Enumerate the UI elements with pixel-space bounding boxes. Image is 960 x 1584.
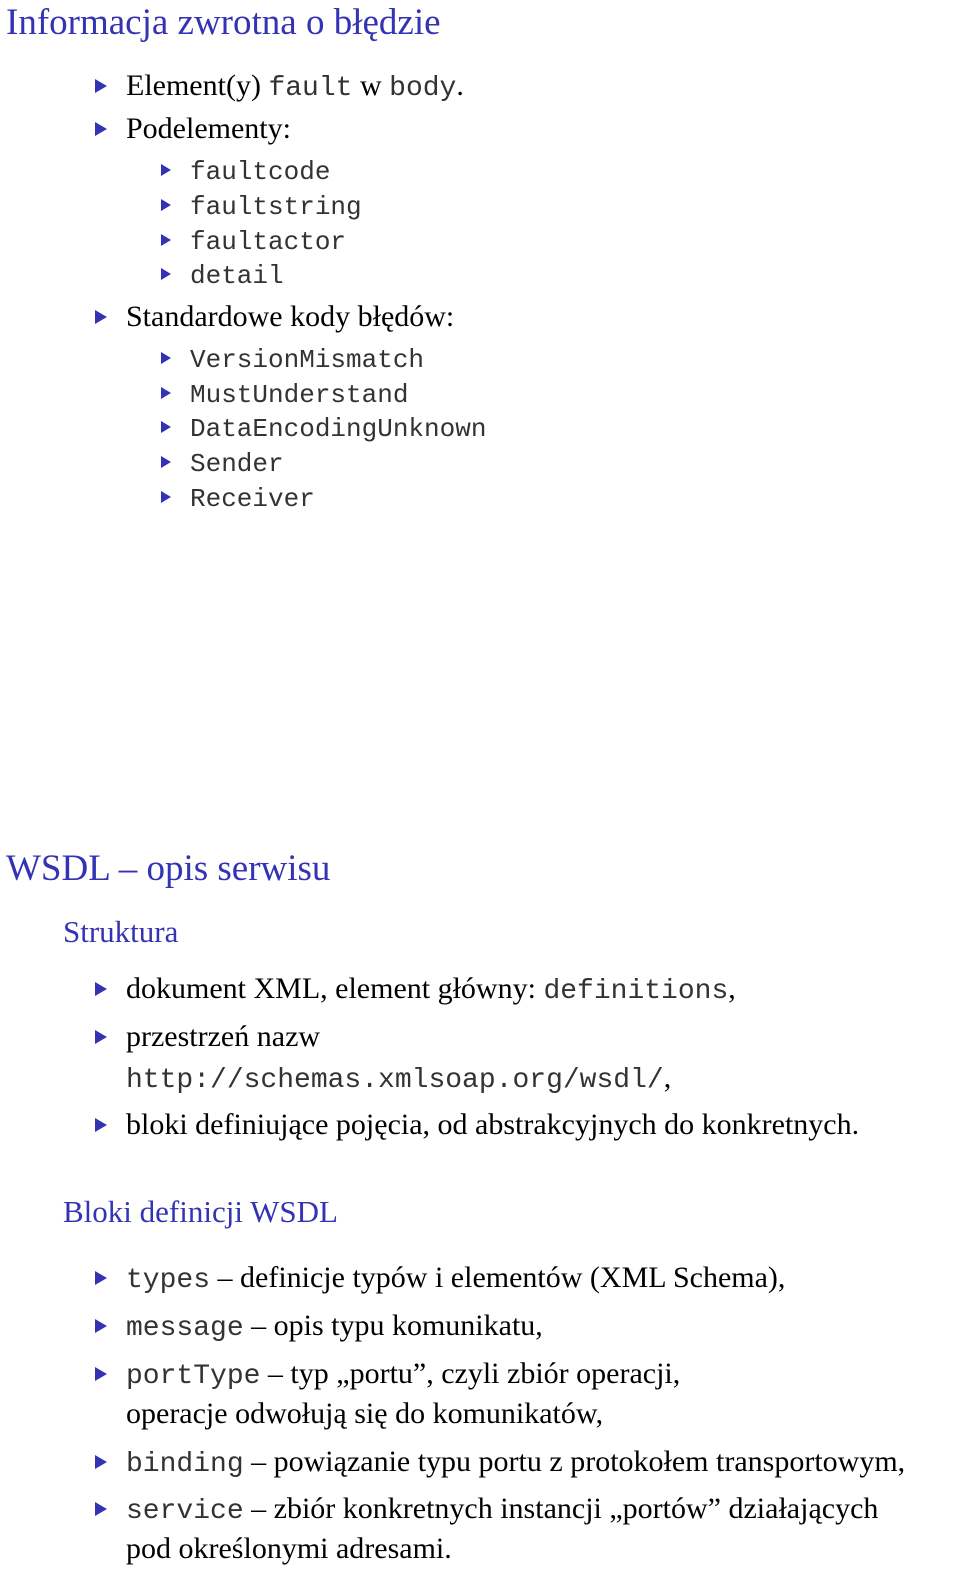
sub-list-item: [190, 378, 408, 412]
sub-list-item: [190, 343, 424, 377]
bullet-icon: [161, 268, 171, 280]
list-item: [126, 67, 464, 108]
bullet-icon: [161, 234, 171, 246]
list-item: [126, 110, 291, 148]
code-text: Receiver: [190, 484, 315, 514]
sub-list-item: [190, 155, 330, 189]
list-item-continuation: operacje odwołują się do komunikatów,: [126, 1397, 604, 1430]
item-text: – definicje typów i elementów (XML Schema),: [210, 1261, 786, 1294]
sub-list-item: [190, 225, 346, 259]
item-text: bloki definiujące pojęcia, od abstrakcyjnych do konkretnych.: [126, 1108, 860, 1141]
bullet-icon: [161, 491, 171, 503]
bullet-icon: [95, 1455, 107, 1469]
bullet-icon: [95, 122, 107, 136]
item-text: – zbiór konkretnych instancji „portów” działających: [243, 1492, 879, 1525]
item-text: ,: [663, 1061, 672, 1094]
list-item: [126, 970, 736, 1011]
code-text: Sender: [190, 449, 284, 479]
item-text: .: [456, 69, 464, 102]
item-text: w: [352, 69, 390, 102]
code-text: faultactor: [190, 227, 347, 257]
item-text: Podelementy:: [126, 112, 291, 145]
code-text: VersionMismatch: [190, 345, 425, 375]
sub-list-item: [190, 447, 284, 481]
code-text: service: [126, 1496, 244, 1527]
bullet-icon: [95, 1367, 107, 1381]
item-text: Standardowe kody błędów:: [126, 300, 455, 333]
section-heading: Struktura: [63, 914, 179, 949]
code-text: MustUnderstand: [190, 380, 409, 410]
list-item: [126, 1355, 680, 1396]
bullet-icon: [95, 79, 107, 93]
list-item: [126, 1018, 320, 1056]
code-text: binding: [126, 1449, 244, 1480]
code-text: fault: [268, 73, 353, 104]
sub-list-item: [190, 482, 315, 516]
item-text: – opis typu komunikatu,: [243, 1309, 543, 1342]
code-text: faultstring: [190, 192, 362, 222]
list-item: [126, 1307, 543, 1348]
sub-list-item: [190, 190, 362, 224]
bullet-icon: [95, 982, 107, 996]
bullet-icon: [95, 1271, 107, 1285]
list-item-continuation: pod określonymi adresami.: [126, 1532, 452, 1565]
list-item: [126, 1443, 905, 1484]
code-text: types: [126, 1265, 211, 1296]
list-item: [126, 1259, 785, 1300]
code-text: faultcode: [190, 157, 331, 187]
item-text: ,: [728, 972, 736, 1005]
slide-title: Informacja zwrotna o błędzie: [6, 2, 441, 43]
bullet-icon: [95, 1502, 107, 1516]
bullet-icon: [161, 456, 171, 468]
code-text: DataEncodingUnknown: [190, 414, 487, 444]
code-text: body: [389, 73, 457, 104]
item-text: – powiązanie typu portu z protokołem transportowym,: [243, 1445, 906, 1478]
code-text: http://schemas.xmlsoap.org/wsdl/: [126, 1065, 664, 1096]
bullet-icon: [95, 1319, 107, 1333]
list-item: [126, 1490, 878, 1531]
bullet-icon: [161, 352, 171, 364]
bullet-icon: [161, 164, 171, 176]
sub-list-item: [190, 259, 284, 293]
bullet-icon: [161, 199, 171, 211]
bullet-icon: [161, 387, 171, 399]
item-text: przestrzeń nazw: [126, 1020, 321, 1053]
code-text: message: [126, 1313, 244, 1344]
list-item: [126, 1106, 859, 1144]
section-heading: Bloki definicji WSDL: [63, 1194, 338, 1229]
list-item: [126, 298, 454, 336]
item-text: – typ „portu”, czyli zbiór operacji,: [260, 1357, 681, 1390]
bullet-icon: [95, 1118, 107, 1132]
bullet-icon: [161, 421, 171, 433]
sub-list-item: [190, 412, 486, 446]
bullet-icon: [95, 310, 107, 324]
item-text: dokument XML, element główny:: [126, 972, 544, 1005]
code-text: portType: [126, 1361, 261, 1392]
list-item-continuation: [126, 1059, 671, 1100]
code-text: detail: [190, 261, 284, 291]
item-text: Element(y): [126, 69, 269, 102]
bullet-icon: [95, 1030, 107, 1044]
slide-title: WSDL – opis serwisu: [6, 848, 331, 889]
code-text: definitions: [543, 976, 729, 1007]
